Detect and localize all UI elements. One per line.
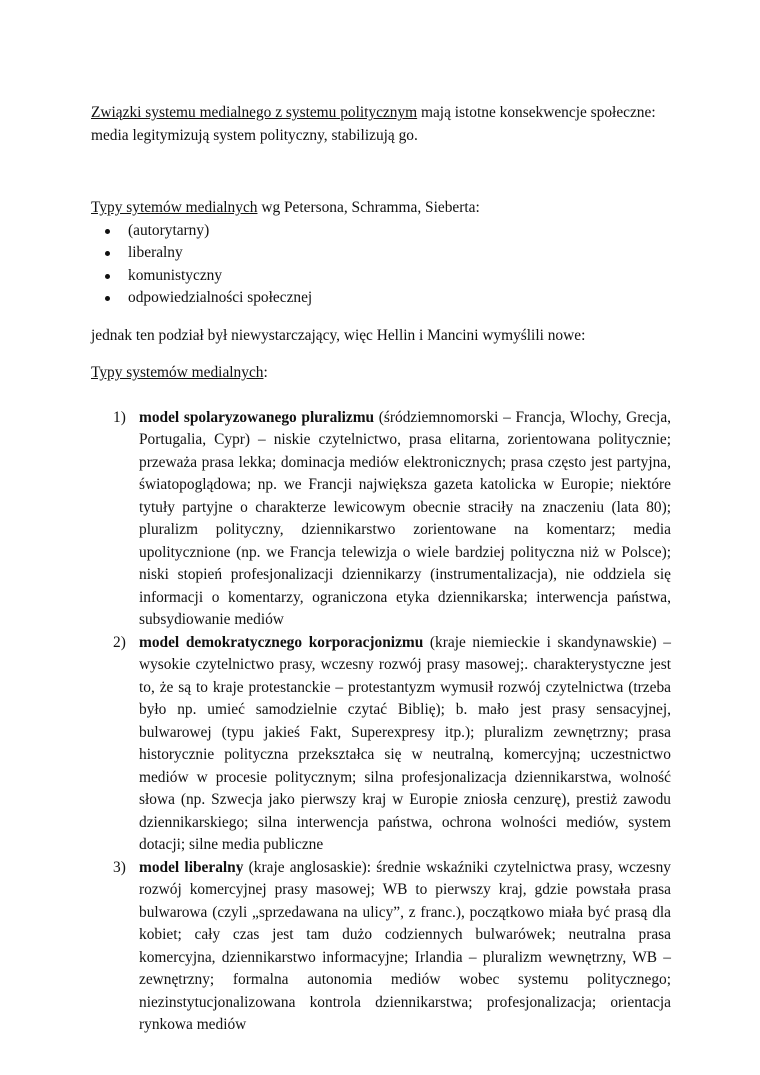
model-name: model spolaryzowanego pluralizmu [139, 408, 375, 426]
types-heading-1-underlined: Typy sytemów medialnych [91, 199, 258, 216]
types-heading-1-text: wg Petersona, Schramma, Sieberta: [257, 199, 480, 216]
intro-paragraph [91, 102, 671, 147]
types-heading-1 [91, 197, 671, 220]
document-page [91, 102, 671, 1037]
list-item: odpowiedzialności społecznej [91, 287, 671, 310]
model-name: model liberalny [139, 858, 244, 876]
list-item: liberalny [91, 242, 671, 265]
bullet-list [91, 220, 671, 310]
types-heading-2-colon: : [263, 364, 268, 381]
intro-text: mają istotne konsekwencje społeczne: media legitymizują system polityczny, stabilizują go. [91, 104, 656, 144]
intro-underlined: Związki systemu medialnego z systemu politycznym [91, 104, 418, 121]
list-number: 3) [113, 858, 126, 876]
types-heading-2-underlined: Typy systemów medialnych [91, 364, 264, 381]
types-heading-2 [91, 362, 671, 385]
model-description: (śródziemnomorski – Francja, Wlochy, Grecja, Portugalia, Cypr) – niskie czytelnictwo, prasa elitarna, zorientowana politycznie; przeważa prasa lekka; dominacja mediów elektronicznych; prasa często jest partyjna, światopoglądowa; np. we Francji największa gazeta katolicka w Europie; niektóre tytuły partyjne o charakterze lewicowym obecnie straciły na znaczeniu (lata 80); pluralizm polityczny, dziennikarstwo zorientowane na komentarz; media upolitycznione (np. we Francja telewizja o wiele bardziej polityczna niż w Polsce); niski stopień profesjonalizacji dziennikarzy (instrumentalizacja), nie oddziela się informacji o komentarzy, ograniczona etyka dziennikarska; interwencja państwa, subsydiowanie mediów [139, 408, 671, 628]
list-item: komunistyczny [91, 265, 671, 288]
model-description: (kraje anglosaskie): średnie wskaźniki czytelnictwa prasy, wczesny rozwój komercyjnej prasy masowej; WB to pierwszy kraj, gdzie powstała prasa bulwarowa (czyli „sprzedawana na ulicy”, z franc.), początkowo miała być prasą dla kobiet; cały czas jest tam dużo codziennych bulwarówek; neutralna prasa komercyjna, dziennikarstwo informacyjne; Irlandia – pluralizm wewnętrzny, WB – zewnętrzny; formalna autonomia mediów wobec systemu politycznego; niezinstytucjonalizowana kontrola dziennikarstwa; profesjonalizacja; orientacja rynkowa mediów [139, 858, 672, 1033]
transition-paragraph: jednak ten podział był niewystarczający, więc Hellin i Mancini wymyślili nowe: [91, 326, 586, 344]
list-number: 2) [113, 633, 126, 651]
model-description: (kraje niemieckie i skandynawskie) – wysokie czytelnictwo prasy, wczesny rozwój prasy masowej;. charakterystyczne jest to, że są to kraje protestanckie – protestantyzm wymusił rozwój czytelnictwa (trzeba było np. umieć samodzielnie czytać Biblię); b. mało jest prasy sensacyjnej, bulwarowej (typu jakieś Fakt, Superexpresy itp.); pluralizm zewnętrzny; prasa historycznie polityczna przekształca się w neutralną, komercyjną; uczestnictwo mediów w procesie politycznym; silna profesjonalizacja dziennikarstwa, wolność słowa (np. Szwecja jako pierwszy kraj w Europie zniosła cenzurę), prestiż zawodu dziennikarskiego; silna interwencja państwa, ochrona wolności mediów, system dotacji; silne media publiczne [139, 633, 671, 853]
list-item-model-1 [91, 407, 671, 632]
model-name: model demokratycznego korporacjonizmu [139, 633, 424, 651]
list-item-model-3 [91, 857, 671, 1037]
list-number: 1) [113, 408, 126, 426]
list-item-model-2 [91, 632, 671, 857]
models-list [91, 407, 671, 1037]
list-item: (autorytarny) [91, 220, 671, 243]
